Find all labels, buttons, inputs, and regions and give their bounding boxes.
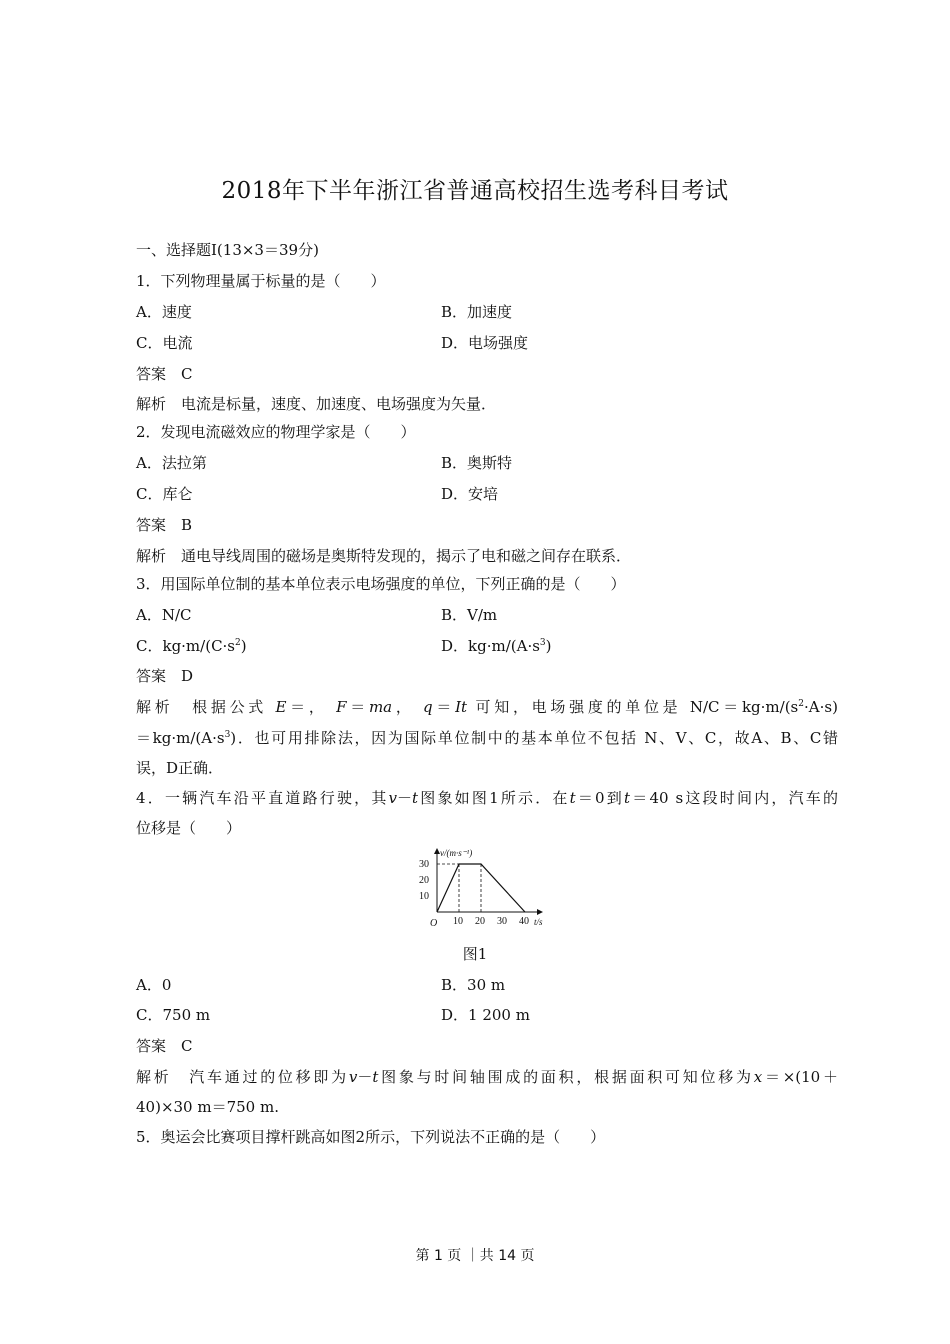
q3-stem: 3．用国际单位制的基本单位表示电场强度的单位，下列正确的是（ ） xyxy=(136,575,626,593)
q4-stem-line2: 位移是（ ） xyxy=(136,819,242,837)
q4-option-c: C．750 m xyxy=(136,1006,211,1024)
figure-1-caption: 图1 xyxy=(462,945,488,963)
q1-option-b: B．加速度 xyxy=(441,303,513,321)
x-tick-30: 30 xyxy=(497,916,507,927)
q5-stem: 5．奥运会比赛项目撑杆跳高如图2所示，下列说法不正确的是（ ） xyxy=(136,1128,606,1146)
x-tick-40: 40 xyxy=(519,916,529,927)
q1-analysis: 解析 电流是标量，速度、加速度、电场强度为矢量． xyxy=(136,395,497,413)
q4-analysis-line1: 解析 汽车通过的位移即为v－t图象与时间轴围成的面积，根据面积可知位移为x＝×(10＋ xyxy=(136,1068,838,1086)
y-tick-20: 20 xyxy=(419,875,429,886)
x-tick-20: 20 xyxy=(475,916,485,927)
page-footer: 第 1 页 ｜共 14 页 xyxy=(415,1248,535,1264)
q1-option-d: D．电场强度 xyxy=(441,334,529,352)
x-axis-label: t/s xyxy=(534,917,543,927)
q3-option-d: D．$kg\cdot m/(A\cdot s^3)$ xyxy=(441,637,552,655)
page-title: 2018年下半年浙江省普通高校招生选考科目考试 xyxy=(221,178,729,204)
q3-option-c: C．$kg\cdot m/(C\cdot s^2)$ xyxy=(136,637,247,655)
x-tick-10: 10 xyxy=(453,916,463,927)
q3-option-b: B．V/m xyxy=(441,606,498,624)
q3-analysis-line2: $=kg\cdot m/(A\cdot s^3)$．也可用排除法，因为国际单位制中的基本单位不包括 N、V、C，故A、B、C错 xyxy=(136,729,839,747)
q4-analysis-line2: 40)×30 m＝750 m. xyxy=(136,1098,279,1116)
section-heading: 一、选择题Ⅰ(13×3＝39分) xyxy=(136,241,319,259)
y-tick-10: 10 xyxy=(419,891,429,902)
q4-answer: 答案 C xyxy=(136,1037,193,1055)
y-axis-label: v/(m·s⁻¹) xyxy=(440,848,473,858)
q3-option-a: A．N/C xyxy=(136,606,192,624)
q2-stem: 2．发现电流磁效应的物理学家是（ ） xyxy=(136,423,416,441)
q1-answer: 答案 C xyxy=(136,365,193,383)
q3-analysis-line1: 解析 根据公式 E＝， F＝ma， q＝It 可知，电场强度的单位是 $N/C=kg\cdot m/(s^2\cdot A\cdot s)$ xyxy=(136,698,838,716)
q4-option-d: D．1 200 m xyxy=(441,1006,530,1024)
q2-option-b: B．奥斯特 xyxy=(441,454,513,472)
q4-option-a: A．0 xyxy=(136,976,172,994)
q2-option-a: A．法拉第 xyxy=(136,454,207,472)
q2-analysis: 解析 通电导线周围的磁场是奥斯特发现的，揭示了电和磁之间存在联系． xyxy=(136,547,632,565)
q1-option-a: A．速度 xyxy=(136,303,192,321)
q2-answer: 答案 B xyxy=(136,516,193,534)
q4-stem-line1: 4．一辆汽车沿平直道路行驶，其v－t图象如图1所示．在t＝0到t＝40 s这段时间内，汽车的 xyxy=(136,789,839,807)
q1-stem: 1．下列物理量属于标量的是（ ） xyxy=(136,272,386,290)
q2-option-d: D．安培 xyxy=(441,485,499,503)
q3-answer: 答案 D xyxy=(136,667,194,685)
y-tick-30: 30 xyxy=(419,859,429,870)
q4-option-b: B．30 m xyxy=(441,976,506,994)
figure-1-vt-graph xyxy=(412,846,552,931)
q3-analysis-line3: 误，D正确． xyxy=(136,759,224,777)
q2-option-c: C．库仑 xyxy=(136,485,193,503)
q1-option-c: C．电流 xyxy=(136,334,193,352)
x-axis-arrow xyxy=(537,909,543,915)
origin-label: O xyxy=(430,918,438,929)
